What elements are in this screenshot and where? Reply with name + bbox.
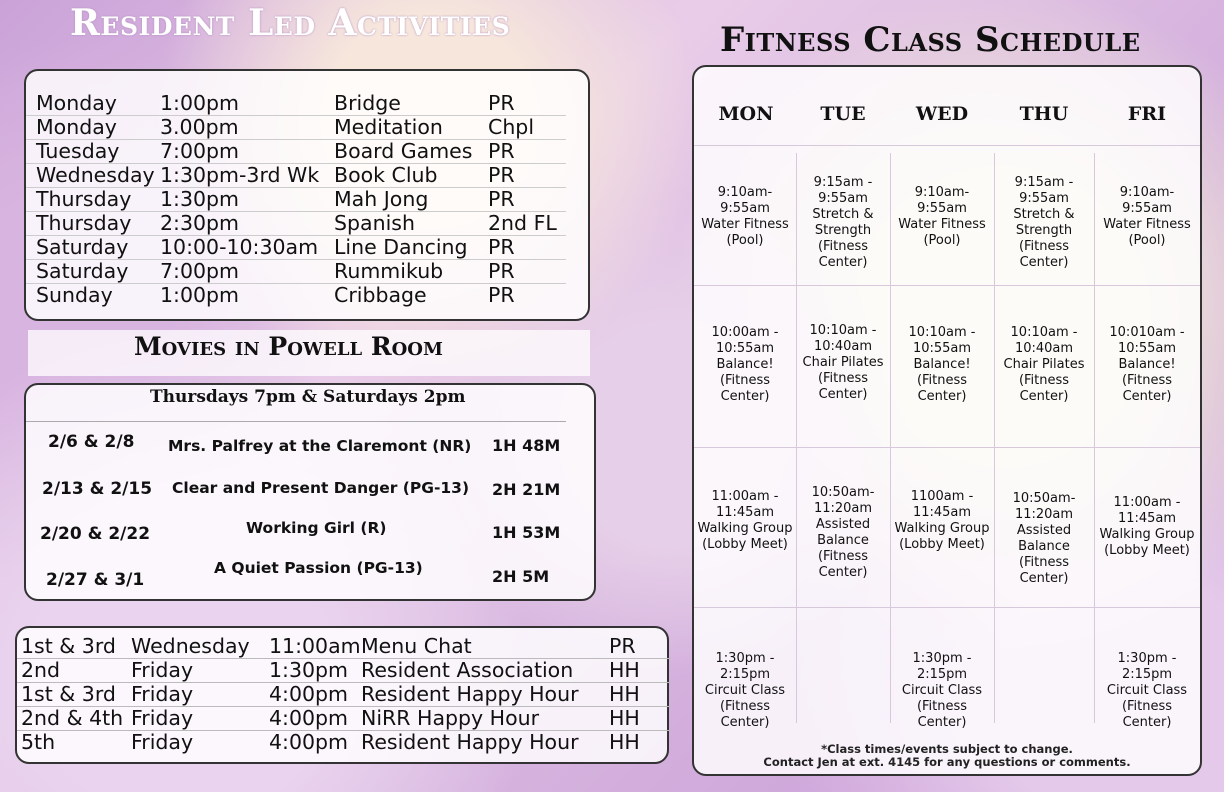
movie-title: Working Girl (R): [246, 519, 387, 537]
schedule-note-line: Contact Jen at ext. 4145 for any questions or comments.: [763, 755, 1131, 769]
class-cell: 9:10am- 9:55am Water Fitness (Pool): [898, 185, 986, 248]
class-cell: 9:15am - 9:55am Stretch & Strength (Fitness Center): [1013, 175, 1075, 270]
movie-title: Clear and Present Danger (PG-13): [172, 479, 470, 497]
event-day: Friday: [131, 730, 194, 754]
event-name: Resident Happy Hour: [361, 730, 579, 754]
event-time: 11:00am: [269, 634, 361, 658]
class-cell: 9:10am- 9:55am Water Fitness (Pool): [1103, 185, 1191, 248]
class-cell: 10:10am - 10:55am Balance! (Fitness Center): [908, 325, 976, 404]
grid-line: [694, 145, 1200, 146]
activity-day: Monday: [36, 91, 117, 115]
class-cell: 1:30pm - 2:15pm Circuit Class (Fitness Center): [704, 651, 786, 730]
event-day: Wednesday: [131, 634, 250, 658]
day-header-fri: FRI: [1127, 103, 1167, 125]
activity-day: Thursday: [36, 187, 132, 211]
activity-name: Rummikub: [334, 259, 444, 283]
class-cell: 1100am - 11:45am Walking Group (Lobby Meet): [894, 489, 990, 552]
activity-place: PR: [488, 283, 515, 307]
activity-name: Book Club: [334, 163, 438, 187]
activity-row: [26, 163, 566, 188]
monthly-events-panel: [15, 626, 669, 764]
activity-name: Line Dancing: [334, 235, 468, 259]
movie-dates: 2/6 & 2/8: [48, 432, 135, 452]
activity-name: Mah Jong: [334, 187, 429, 211]
activity-place: 2nd FL: [488, 211, 557, 235]
activity-row: [26, 139, 566, 164]
activity-day: Tuesday: [36, 139, 120, 163]
activity-row: [26, 283, 566, 307]
activity-day: Saturday: [36, 259, 129, 283]
activity-time: 7:00pm: [160, 259, 240, 283]
movies-divider: [26, 421, 566, 422]
movie-dates: 2/20 & 2/22: [40, 524, 151, 544]
event-place: HH: [609, 706, 640, 730]
event-time: 1:30pm: [269, 658, 349, 682]
class-cell: 10:010am - 10:55am Balance! (Fitness Center): [1109, 325, 1185, 404]
activity-place: PR: [488, 259, 515, 283]
activity-row: [26, 211, 566, 236]
class-cell: 11:00am - 11:45am Walking Group (Lobby Meet): [697, 489, 793, 552]
day-header-mon: MON: [718, 103, 774, 125]
activity-place: PR: [488, 163, 515, 187]
activity-name: Board Games: [334, 139, 473, 163]
activity-place: PR: [488, 91, 515, 115]
class-cell: 10:50am- 11:20am Assisted Balance (Fitness Center): [811, 485, 875, 580]
activity-day: Saturday: [36, 235, 129, 259]
event-place: HH: [609, 658, 640, 682]
movie-title: A Quiet Passion (PG-13): [214, 559, 423, 577]
event-time: 4:00pm: [269, 682, 349, 706]
schedule-note-line: *Class times/events subject to change.: [821, 742, 1073, 756]
event-day: Friday: [131, 682, 194, 706]
activity-time: 1:00pm: [160, 91, 240, 115]
activity-place: PR: [488, 139, 515, 163]
activity-name: Cribbage: [334, 283, 427, 307]
activity-row: [26, 235, 566, 260]
movie-dates: 2/13 & 2/15: [42, 479, 153, 499]
grid-line: [694, 607, 1200, 608]
movies-title: Movies in Powell Room: [134, 332, 443, 361]
activity-row: [26, 91, 566, 116]
event-week: 1st & 3rd: [21, 682, 116, 706]
class-cell: 10:50am- 11:20am Assisted Balance (Fitness Center): [1012, 491, 1076, 586]
activity-name: Meditation: [334, 115, 443, 139]
event-week: 5th: [21, 730, 56, 754]
event-time: 4:00pm: [269, 730, 349, 754]
event-row: [17, 658, 671, 683]
activity-place: Chpl: [488, 115, 535, 139]
fitness-schedule-panel: [692, 65, 1202, 776]
event-row: [17, 682, 671, 707]
day-header-tue: TUE: [820, 103, 866, 125]
day-header-wed: WED: [915, 103, 969, 125]
movie-runtime: 2H 21M: [492, 480, 561, 499]
event-week: 2nd: [21, 658, 61, 682]
class-cell: 1:30pm - 2:15pm Circuit Class (Fitness Center): [901, 651, 983, 730]
activity-time: 7:00pm: [160, 139, 240, 163]
movie-title: Mrs. Palfrey at the Claremont (NR): [168, 437, 472, 455]
activity-name: Bridge: [334, 91, 401, 115]
day-header-thu: THU: [1019, 103, 1069, 125]
event-place: PR: [609, 634, 636, 658]
activity-row: [26, 259, 566, 284]
class-cell: 10:10am - 10:40am Chair Pilates (Fitness Center): [802, 323, 884, 402]
event-row: [17, 706, 671, 731]
activity-day: Sunday: [36, 283, 113, 307]
movie-runtime: 2H 5M: [492, 567, 550, 586]
resident-activities-title: Resident Led Activities: [70, 2, 511, 44]
movie-dates: 2/27 & 3/1: [46, 570, 145, 590]
movies-subtitle: Thursdays 7pm & Saturdays 2pm: [150, 387, 466, 407]
event-row: [17, 730, 671, 754]
activity-day: Wednesday: [36, 163, 155, 187]
event-time: 4:00pm: [269, 706, 349, 730]
event-place: HH: [609, 682, 640, 706]
movie-runtime: 1H 48M: [492, 436, 561, 455]
class-cell: 10:10am - 10:40am Chair Pilates (Fitness Center): [1003, 325, 1085, 404]
event-place: HH: [609, 730, 640, 754]
resident-activities-panel: [24, 69, 590, 321]
class-cell: 10:00am - 10:55am Balance! (Fitness Center): [711, 325, 779, 404]
activity-time: 3.00pm: [160, 115, 239, 139]
schedule-note: [694, 743, 1200, 769]
grid-line: [694, 285, 1200, 286]
fitness-schedule-title: Fitness Class Schedule: [720, 20, 1141, 60]
movies-panel: [24, 383, 596, 601]
grid-line: [694, 447, 1200, 448]
activity-day: Monday: [36, 115, 117, 139]
event-name: Resident Association: [361, 658, 574, 682]
activity-name: Spanish: [334, 211, 415, 235]
event-name: NiRR Happy Hour: [361, 706, 540, 730]
event-name: Resident Happy Hour: [361, 682, 579, 706]
class-cell: 9:15am - 9:55am Stretch & Strength (Fitness Center): [812, 175, 874, 270]
event-row: [17, 634, 671, 659]
class-cell: 1:30pm - 2:15pm Circuit Class (Fitness Center): [1106, 651, 1188, 730]
event-name: Menu Chat: [361, 634, 472, 658]
event-day: Friday: [131, 706, 194, 730]
event-week: 1st & 3rd: [21, 634, 116, 658]
activity-time: 1:30pm-3rd Wk: [160, 163, 320, 187]
activity-place: PR: [488, 235, 515, 259]
class-cell: 9:10am- 9:55am Water Fitness (Pool): [701, 185, 789, 248]
event-day: Friday: [131, 658, 194, 682]
class-cell: 11:00am - 11:45am Walking Group (Lobby Meet): [1099, 495, 1195, 558]
activity-place: PR: [488, 187, 515, 211]
activity-time: 2:30pm: [160, 211, 240, 235]
activity-row: [26, 187, 566, 212]
activity-day: Thursday: [36, 211, 132, 235]
event-week: 2nd & 4th: [21, 706, 124, 730]
activity-row: [26, 115, 566, 140]
activity-time: 10:00-10:30am: [160, 235, 319, 259]
activity-time: 1:00pm: [160, 283, 240, 307]
activity-time: 1:30pm: [160, 187, 240, 211]
movie-runtime: 1H 53M: [492, 523, 561, 542]
